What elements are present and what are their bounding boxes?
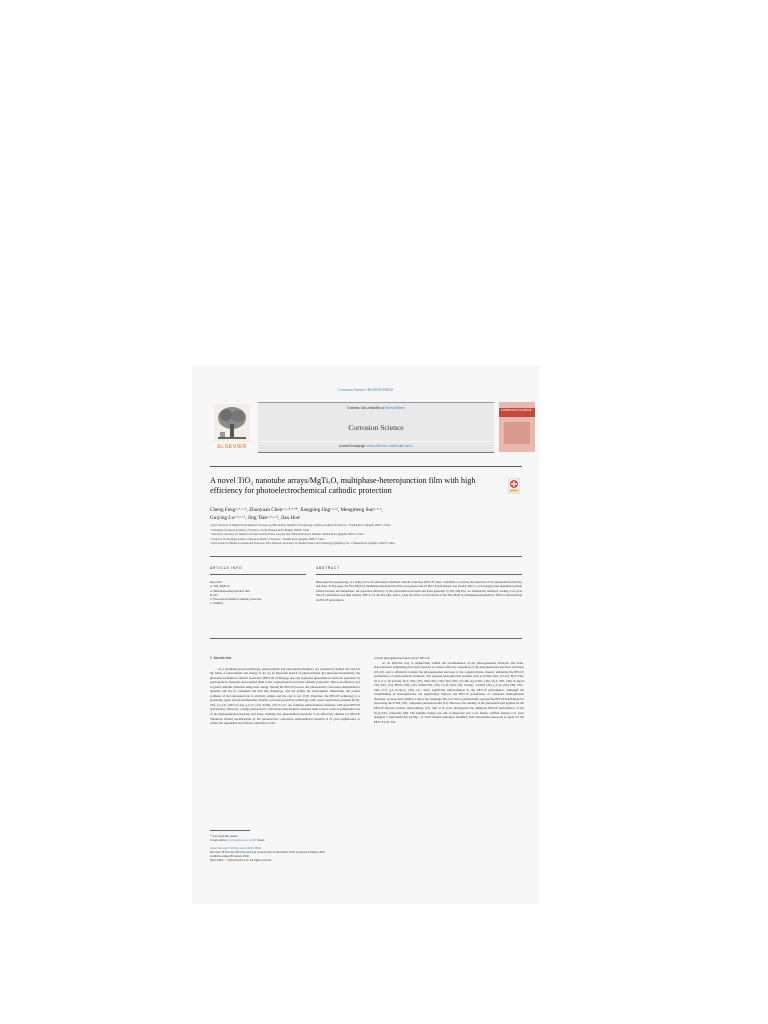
affiliation-e: ᵉ Open Studio for Marine Corrosion and Protection, Pilot National Laboratory for Marine Science and Technology (Qingdao), No. 1 Wenhai Road, Qingdao, 266237, China (210, 542, 395, 546)
footnote-divider (210, 830, 250, 831)
journal-cover-image (499, 402, 535, 452)
elsevier-tree-icon (214, 404, 250, 442)
abstract-divider (316, 574, 522, 575)
sciencedirect-link[interactable]: ScienceDirect (384, 406, 405, 410)
keyword-5: C. Stability (210, 601, 224, 606)
contents-prefix: Contents lists available at (347, 406, 384, 410)
journal-name: Corrosion Science (348, 423, 404, 432)
intro-paragraph-continued: excited photogenerated electrons for PECCP. (374, 656, 430, 660)
keywords-label: Keywords: (210, 580, 223, 584)
header-divider (210, 466, 522, 467)
keyword-2: A. Multiphase-heterojunction film (210, 588, 250, 593)
abstract-text: Heterojunction engineering, as a rising star in the photoelectrochemical cathodic protection (PECCP) field, contributes to promote the separation of the photoinduced electrons and holes. In this paper, the TiO₂/MgTiₓOᵧ multiphase-heterojunction film was prepared and its PECCP performance was studied. Due to a good energy band alignment gradient formed between the multiphases, the separation efficiency of the photoinduced electrons and holes generated by TiO₂/MgTiₓOᵧ are dramatically enhanced, leading to its good PECCP performance and high stability. SKP is, for the first time, used to study the surface work function of the TiO₂/MgTiₓOᵧ multiphase-heterojunction film for characterizing its PECCP performance. (316, 580, 522, 602)
article-title: A novel TiO₂ nanotube arrays/MgTiₓOᵧ multiphase-heterojunction film with high efficiency for photoelectrochemical cathodic protection (210, 476, 476, 496)
keywords-block (210, 580, 302, 606)
email-suffix: (Z. Chen). (252, 838, 265, 843)
banner-bottom (258, 442, 494, 453)
article-info-heading: ARTICLE INFO (210, 566, 243, 570)
publisher-logo-text: ELSEVIER (217, 444, 247, 450)
banner-top (258, 402, 494, 441)
keyword-4: C. Photoelectrochemical cathodic protection (210, 597, 262, 602)
info-divider (210, 574, 306, 575)
body-column-right (374, 656, 524, 724)
affiliations (210, 524, 520, 547)
affiliation-b: ᵇ University of Chinese Academy of Sciences, 19 (Jia) Yuquan Road, Beijing 100049, China (210, 528, 310, 532)
email-link[interactable]: zychen@qdio.ac.cn (229, 838, 252, 843)
cover-picture (504, 422, 530, 444)
affil-divider (210, 556, 522, 557)
intro-paragraph-1: As a promising green technology, photocatalysis and photoelectrochemistry are extensively studied and used in the fields of environment and energy [1–6]. As an important branch of photocatalysis and photoelectrochemistry, the photoelectrochemical cathodic protection (PECCP) technology uses the separated photoinduced electrons generated by semiconductor materials and transfers them to the coupled metal to provide cathodic protection. This is an effective way to protect metallic materials using solar energy. During the PECCP process, the photoelectric conversion semiconductor material will not be consumed and thus this technology will not pollute the environment. Meanwhile, the control synthesis of the photoelectrode is relatively simple and the cost is low [7,8]. Therefore, the PECCP technology is a promising, green and environmentally friendly corrosion protection technology with a great application potential [9,10]. TiO₂ [11,12], ZnO [13,14], g-C₃N₄ [15], SrTiO₃ [16,17] etc. are common semiconductor materials with good PECCP performance. However, a single photoelectric conversion semiconductor material tends to have a fast recombination rate of the photogenerated electrons and holes, enabling less photoinduced electrons to be effectively utilized for PECCP. Therefore, further modifications of the photoelectric conversion semiconductor material is of great significance to realize the sustainable and effective utilization of the (210, 666, 360, 726)
crossmark-icon[interactable] (508, 478, 520, 494)
doi-link[interactable]: https://doi.org/10.1016/j.corsci.2020.108441 (210, 845, 262, 850)
affiliation-a: ᵃ Key Laboratory of Marine Environmental Corrosion and Bio-fouling, Institute of Oceanology, Chinese Academy of Sciences, 7 Nanhai Road, Qingdao 266071, China (210, 524, 391, 527)
elsevier-logo (210, 402, 254, 456)
author-list (210, 506, 510, 522)
journal-banner (258, 402, 494, 456)
intro-paragraph-2: As an effective way to significantly inhibit the recombination of the photogenerated electrons and holes, heterojunction engineering has been reported to achieve effective separation of the photogenerated electrons and holes [18–20], and to efficiently transfer the photogenerated electrons to the coupled metals, thereby enhancing the PECCP performance of semiconductor materials. The reported heterojunction systems, such as SrTiO₃/TiO₂ [21,22], Bi₂Sₓ/TiO₂ (X is S or O) [23,24], In₂S₃/TiO₂ [25], SnO₂/TiO₂ [26], WO₃/TiO₂ [27,28], Ag₂S/TiO₂ [29], Ni₃S₂/TiO₂ [30], N-doped TiO₂/TiO₂ [31], BiVO₄/TiO₂ [32], ZnInS/TiO₂ [33], Co₃O₄/ZnO [34], ZnₓMg₁₋ₓO/ZnO [35], g-C₃N₄/ZnO [36], TiO₂-ZnO [37], g-C₃N₄/In₂O₃ [38], etc., show significant improvements in the PECCP performance. Although the establishment of heterojunctions can significantly improve the PECCP performance of composite heterojunction materials, its long-term stability is still a big challenge. Bu et al. have systematically reported the PECCP mechanism for steel using the SrTiO₃/TiO₂ composite photoelectrodes [21]. However, the stability of the photoelectrodes applied for the PECCP showed obvious shortcomings [21]. Sun et al. have investigated the enhanced PECCP performance of the In₂O₃/TiO₂ composite [39]. The stability testing was still an important part to be further verified. Kuang et al. have designed a dual-functional ZnₓMg₁₋ₓO solid solution nanolayer modified ZnO tussock-like nanorods to apply for the PECCP [35]. The (374, 660, 524, 724)
contents-line (258, 406, 494, 410)
authors-line-1[interactable]: Cheng Fengᵃ·ᵇ·ᶜ·ᵈ, Zhuoyuan Chenᵃ·ᶜ·ᵈ·ᵉ·*, Jiangping Jingᵃ·ᶜ·ᵈ, Mengmeng Sunᵃ·ᵈ·ᵉ, (210, 507, 383, 513)
keyword-1: A. TiO₂/MgTiₓOᵧ (210, 584, 231, 589)
copyright-line: 0010-938X/ © 2020 Elsevier Ltd. All rights reserved. (210, 858, 272, 863)
cover-title: CORROSION SCIENCE (501, 408, 532, 412)
homepage-link[interactable]: www.elsevier.com/locate/corsci (367, 444, 413, 448)
email-prefix: E-mail address: (210, 838, 229, 843)
homepage-line (258, 444, 494, 448)
abstract-heading: ABSTRACT (316, 566, 340, 570)
body-divider (210, 638, 522, 639)
keyword-3: B. EIS (210, 592, 218, 597)
received-dates: Received 18 October 2019; Received in revised form 31 December 2019; Accepted 4 January 2020 (210, 849, 325, 854)
authors-line-2[interactable]: Guiying Luᵃ·ᵇ·ᶜ·ᵈ, Jing Tianᵃ·ᵇ·ᶜ·ᵈ, Jian Houᶠ (210, 515, 301, 521)
affiliation-d: ᵈ Center for Ocean Mega-Science, Chinese Academy of Sciences, 7 Nanhai Road, Qingdao 266071, China (210, 537, 325, 541)
section-heading-introduction: 1. Introduction (210, 656, 232, 660)
available-online: Available online 08 January 2020 (210, 854, 249, 859)
journal-reference[interactable]: Corrosion Science 166 (2020) 108441 (338, 388, 394, 392)
body-column-left (210, 656, 360, 726)
affiliation-c: ᶜ State Key Laboratory for Marine Corrosion and Protection, Luoyang Ship Material Research Institute, Wenhai Road, Qingdao 266237, China (210, 533, 364, 537)
paper-page (192, 366, 540, 904)
footnotes (210, 834, 350, 863)
homepage-prefix: journal homepage: (339, 444, 367, 448)
corresponding-author-note: * Corresponding author. (210, 834, 239, 838)
